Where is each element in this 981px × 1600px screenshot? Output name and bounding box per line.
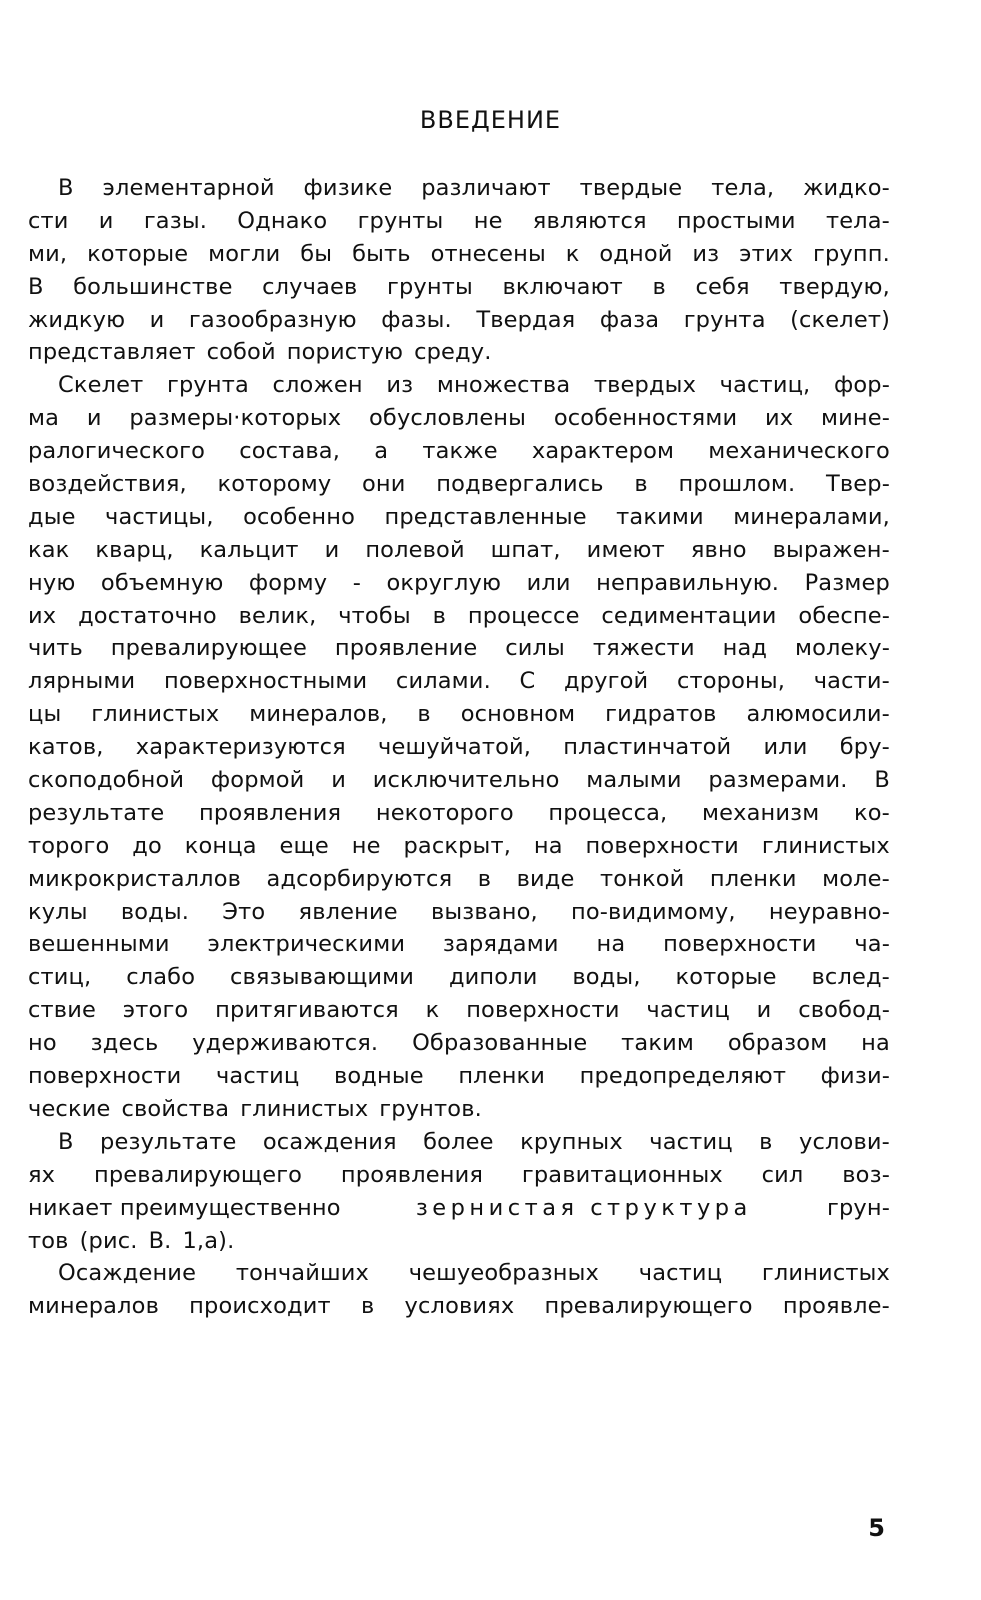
word: крупных: [520, 1128, 623, 1155]
word: осаждения: [262, 1128, 397, 1155]
word: их: [764, 405, 794, 432]
word: частиц: [646, 997, 730, 1024]
word: ко-: [854, 799, 890, 826]
text-line: [28, 994, 890, 1027]
word: частиц: [215, 1063, 300, 1090]
word: элементарной: [102, 175, 275, 201]
text-line: [28, 665, 890, 698]
word: (рис.: [79, 1227, 138, 1254]
word: они: [362, 471, 406, 498]
word: процесса,: [548, 799, 668, 826]
text-line: [28, 1060, 890, 1093]
word: алюмосили-: [746, 701, 890, 728]
word: и: [149, 306, 165, 333]
word: из: [386, 372, 414, 399]
word: не: [351, 832, 381, 859]
word: сложен: [272, 372, 363, 399]
word: в: [634, 471, 648, 498]
word: состава,: [239, 438, 341, 465]
word: физи-: [820, 1063, 890, 1090]
word: седиментации: [601, 602, 777, 629]
word: виде: [516, 865, 575, 892]
word: которые: [87, 240, 189, 267]
word: твердых: [593, 372, 697, 399]
word: и: [86, 405, 102, 432]
word: жидко-: [803, 175, 890, 201]
text-line: [28, 1093, 890, 1126]
word: как: [28, 536, 70, 563]
body-text: [28, 172, 890, 1323]
word: их: [28, 602, 57, 629]
word: пленки: [458, 1063, 546, 1090]
word: или: [763, 734, 808, 761]
word: поверхностными: [163, 668, 368, 695]
word: неуравно-: [768, 898, 890, 925]
word: грунты: [357, 207, 444, 234]
text-line: [28, 534, 890, 567]
word: образом: [727, 1030, 828, 1057]
word: обеспе-: [798, 602, 890, 629]
text-line: [28, 238, 890, 271]
word: физике: [303, 175, 393, 201]
word: такими: [616, 503, 704, 530]
text-line: [28, 731, 890, 764]
word: фаза: [599, 306, 660, 333]
word: частицы,: [105, 503, 214, 530]
word: характером: [531, 438, 675, 465]
word: Размер: [804, 569, 890, 596]
word: глинистых: [240, 1095, 369, 1122]
word: проявле-: [782, 1293, 890, 1320]
word: тела,: [711, 175, 775, 201]
word: воды.: [120, 898, 190, 925]
word: Твер-: [825, 471, 890, 498]
word: 1,а).: [182, 1227, 235, 1254]
word: проявления: [340, 1161, 484, 1188]
text-line: [28, 698, 890, 731]
word: в: [652, 273, 666, 300]
word: электрическими: [207, 931, 406, 958]
word: газы.: [143, 207, 208, 234]
text-line: [28, 435, 890, 468]
word: чтобы: [338, 602, 411, 629]
word: молеку-: [794, 635, 890, 662]
word: тов: [28, 1227, 69, 1254]
text-line: [28, 764, 890, 797]
word: характеризуются: [135, 734, 346, 761]
word: скоподобной: [28, 767, 185, 794]
word: различают: [421, 175, 551, 201]
word: предопределяют: [579, 1063, 787, 1090]
text-line: [28, 468, 890, 501]
word: случаев: [262, 273, 358, 300]
text-line: [28, 336, 890, 369]
word: на: [596, 931, 626, 958]
word: еще: [279, 832, 329, 859]
word: воз-: [842, 1161, 890, 1188]
page-title: ВВЕДЕНИЕ: [419, 106, 562, 134]
word: стороны,: [676, 668, 786, 695]
word: диполи: [448, 964, 538, 991]
word: пористую: [286, 339, 404, 366]
text-fragment: никает преимущественно: [28, 1194, 341, 1221]
word: формой: [210, 767, 305, 794]
word: свобод-: [798, 997, 890, 1024]
word: глинистых: [761, 832, 890, 859]
word: пластинчатой: [563, 734, 732, 761]
word: глинистых: [91, 701, 220, 728]
word: подвергались: [436, 471, 604, 498]
word: воды,: [572, 964, 641, 991]
word: большинстве: [73, 273, 233, 300]
word: микрокристаллов: [28, 865, 242, 892]
text-line-emphasis: [28, 1192, 890, 1225]
word: сти: [28, 207, 69, 234]
emphasized-term: зернистая структура: [415, 1194, 752, 1221]
word: связывающими: [229, 964, 415, 991]
word: Однако: [237, 207, 328, 234]
word: включают: [502, 273, 623, 300]
word: воздействия,: [28, 471, 187, 498]
word: велик,: [238, 602, 317, 629]
word: полевой: [365, 536, 465, 563]
word: проявления: [199, 799, 342, 826]
word: бру-: [839, 734, 890, 761]
text-line: [28, 205, 890, 238]
word: кальцит: [199, 536, 299, 563]
word: газообразную: [188, 306, 357, 333]
word: по-видимому,: [571, 898, 736, 925]
word: в: [417, 701, 431, 728]
word: превалирующего: [544, 1293, 753, 1320]
word: условиях: [404, 1293, 515, 1320]
word: части-: [813, 668, 890, 695]
word: и: [756, 997, 772, 1024]
word: шпат,: [490, 536, 561, 563]
word: особенностями: [553, 405, 738, 432]
word: поверхности: [585, 832, 739, 859]
word: в: [477, 865, 492, 892]
word: ях: [28, 1161, 56, 1188]
word: слабо: [126, 964, 196, 991]
word: вешенными: [28, 931, 170, 958]
text-line: [28, 600, 890, 633]
word: явно: [690, 536, 747, 563]
text-line: [28, 271, 890, 304]
text-line: [28, 830, 890, 863]
word: не: [473, 207, 503, 234]
word: среду.: [414, 339, 492, 366]
word: гидратов: [605, 701, 717, 728]
word: кварц,: [95, 536, 174, 563]
word: а: [374, 438, 389, 465]
word: моле-: [822, 865, 890, 892]
word: простыми: [676, 207, 796, 234]
word: Скелет: [58, 372, 144, 399]
text-line: [28, 567, 890, 600]
word: процессе: [467, 602, 580, 629]
word: ралогического: [28, 438, 206, 465]
word: поверхности: [28, 1063, 182, 1090]
word: ческие: [28, 1095, 111, 1122]
text-line: [28, 172, 890, 205]
word: и: [331, 767, 346, 794]
word: и: [98, 207, 114, 234]
word: результате: [100, 1128, 237, 1155]
word: бы: [300, 240, 333, 267]
text-line: [28, 1225, 890, 1258]
word: также: [422, 438, 498, 465]
word: -: [352, 569, 362, 596]
word: могли: [208, 240, 281, 267]
text-line: [28, 1159, 890, 1192]
text-line: [28, 863, 890, 896]
word: чить: [28, 635, 83, 662]
word: одной: [599, 240, 673, 267]
word: к: [425, 997, 440, 1024]
word: стиц,: [28, 964, 92, 991]
word: силы: [505, 635, 565, 662]
word: из: [692, 240, 720, 267]
word: зарядами: [442, 931, 559, 958]
word: грунты: [386, 273, 473, 300]
word: превалирующее: [110, 635, 308, 662]
word: но: [28, 1030, 57, 1057]
text-line: [28, 1257, 890, 1290]
word: происходит: [189, 1293, 331, 1320]
word: основном: [460, 701, 576, 728]
word: минералов,: [249, 701, 388, 728]
word: глинистых: [761, 1260, 890, 1287]
word: проявление: [334, 635, 478, 662]
word: минералами,: [733, 503, 890, 530]
text-line: [28, 797, 890, 830]
word: твердые: [579, 175, 683, 201]
word: С: [519, 668, 536, 695]
word: другой: [564, 668, 649, 695]
word: вызвано,: [430, 898, 538, 925]
word: неправильную.: [596, 569, 780, 596]
word: ми,: [28, 240, 68, 267]
word: сил: [761, 1161, 804, 1188]
word: жидкую: [28, 306, 126, 333]
word: до: [132, 832, 162, 859]
word: торого: [28, 832, 110, 859]
word: грунтов.: [379, 1095, 482, 1122]
word: частиц,: [719, 372, 811, 399]
text-line: [28, 1290, 890, 1323]
text-line: [28, 896, 890, 929]
word: таким: [621, 1030, 695, 1057]
text-line: [28, 402, 890, 435]
word: на: [861, 1030, 890, 1057]
text-line: [28, 501, 890, 534]
word: которому: [217, 471, 332, 498]
word: мине-: [820, 405, 890, 432]
text-line: [28, 961, 890, 994]
word: цы: [28, 701, 62, 728]
word: собой: [206, 339, 276, 366]
word: отнесены: [430, 240, 546, 267]
word: малыми: [586, 767, 682, 794]
word: чешуеобразных: [408, 1260, 600, 1287]
word: грунта: [166, 372, 249, 399]
word: В: [874, 767, 890, 794]
word: или: [526, 569, 571, 596]
word: твердую,: [779, 273, 890, 300]
word: ную: [28, 569, 76, 596]
word: представляет: [28, 339, 196, 366]
text-line: [28, 304, 890, 337]
word: фор-: [833, 372, 890, 399]
word: вслед-: [811, 964, 890, 991]
word: раскрыт,: [403, 832, 512, 859]
word: более: [423, 1128, 494, 1155]
word: некоторого: [375, 799, 514, 826]
word: водные: [333, 1063, 424, 1090]
word: кулы: [28, 898, 88, 925]
word: исключительно: [372, 767, 560, 794]
text-line: [28, 1126, 890, 1159]
word: Осаждение: [58, 1260, 197, 1287]
word: имеют: [586, 536, 665, 563]
word: В: [58, 175, 74, 201]
word: лярными: [28, 668, 136, 695]
word: достаточно: [78, 602, 217, 629]
word: Твердая: [476, 306, 576, 333]
word: Образованные: [412, 1030, 588, 1057]
word: фазы.: [381, 306, 452, 333]
word: адсорбируются: [266, 865, 453, 892]
word: механического: [708, 438, 890, 465]
word: этих: [739, 240, 794, 267]
word: тела-: [825, 207, 890, 234]
word: и: [324, 536, 340, 563]
word: тяжести: [592, 635, 695, 662]
word: Это: [222, 898, 266, 925]
word: себя: [695, 273, 750, 300]
word: услови-: [799, 1128, 890, 1155]
word: грунта: [683, 306, 766, 333]
text-line: [28, 1027, 890, 1060]
word: (скелет): [790, 306, 890, 333]
word: катов,: [28, 734, 104, 761]
word: в: [432, 602, 447, 629]
word: механизм: [701, 799, 820, 826]
word: В: [58, 1128, 74, 1155]
word: В.: [148, 1227, 172, 1254]
word: поверхности: [663, 931, 817, 958]
word: групп.: [813, 240, 890, 267]
word: частиц: [649, 1128, 733, 1155]
word: представленные: [384, 503, 587, 530]
word: результате: [28, 799, 165, 826]
word: являются: [532, 207, 647, 234]
word: дые: [28, 503, 76, 530]
word: быть: [352, 240, 411, 267]
text-fragment: грун-: [827, 1194, 890, 1221]
word: ча-: [854, 931, 890, 958]
word: в: [759, 1128, 773, 1155]
word: свойства: [121, 1095, 230, 1122]
word: особенно: [243, 503, 356, 530]
word: тончайших: [235, 1260, 369, 1287]
word: притягиваются: [215, 997, 399, 1024]
word: объемную: [100, 569, 224, 596]
word: форму: [248, 569, 328, 596]
text-line: [28, 928, 890, 961]
word: обусловлены: [369, 405, 527, 432]
word: пленки: [709, 865, 797, 892]
word: минералов: [28, 1293, 159, 1320]
word: округлую: [386, 569, 502, 596]
word: которые: [675, 964, 777, 991]
word: на: [533, 832, 563, 859]
word: размерами.: [708, 767, 848, 794]
page-number: 5: [868, 1514, 885, 1542]
word: прошлом.: [678, 471, 796, 498]
text-line: [28, 369, 890, 402]
word: чешуйчатой,: [378, 734, 532, 761]
word: множества: [436, 372, 571, 399]
word: тонкой: [599, 865, 685, 892]
word: частиц: [638, 1260, 723, 1287]
word: силами.: [395, 668, 491, 695]
word: ствие: [28, 997, 96, 1024]
word: ма: [28, 405, 60, 432]
word: гравитационных: [521, 1161, 723, 1188]
word: здесь: [90, 1030, 159, 1057]
word: над: [722, 635, 768, 662]
word: размеры·которых: [129, 405, 342, 432]
word: конца: [184, 832, 257, 859]
word: явление: [298, 898, 398, 925]
word: в: [360, 1293, 375, 1320]
word: выражен-: [772, 536, 890, 563]
word: превалирующего: [93, 1161, 303, 1188]
word: этого: [122, 997, 189, 1024]
word: удерживаются.: [192, 1030, 379, 1057]
word: к: [565, 240, 580, 267]
word: поверхности: [466, 997, 620, 1024]
text-line: [28, 632, 890, 665]
word: В: [28, 273, 44, 300]
